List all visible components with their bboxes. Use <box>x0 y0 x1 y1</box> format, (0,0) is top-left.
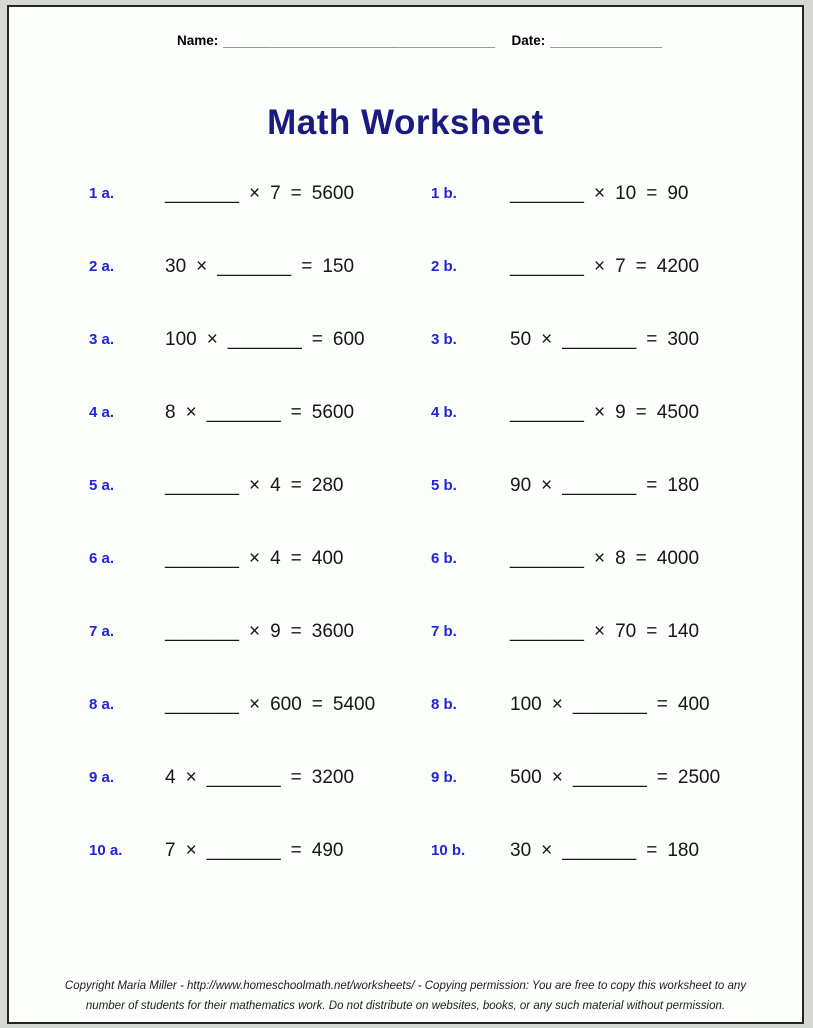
equation-expression <box>510 256 802 278</box>
equation-expression <box>165 840 431 862</box>
problem-number-label: 7 a. <box>89 623 115 640</box>
number-token: 490 <box>311 839 344 861</box>
number-token: 3200 <box>311 766 355 788</box>
problem-number-label: 3 b. <box>431 331 457 348</box>
number-token: 5600 <box>311 182 355 204</box>
equation-expression <box>510 621 802 643</box>
equation-expression <box>165 694 431 716</box>
number-token: 3600 <box>311 620 355 642</box>
multiplication-sign: × <box>593 620 606 642</box>
answer-blank: _______ <box>206 839 281 861</box>
answer-blank: _______ <box>510 547 584 569</box>
answer-blank: _______ <box>217 255 292 277</box>
number-token: 4200 <box>656 255 700 277</box>
footer-line-2: number of students for their mathematics work. Do not distribute on websites, books, or any such material without permission. <box>85 1000 726 1013</box>
number-token: 90 <box>667 182 689 204</box>
problem-row <box>9 449 802 522</box>
equals-sign: = <box>290 401 302 423</box>
problem-number-label: 7 b. <box>431 623 457 640</box>
number-token: 4 <box>165 766 176 788</box>
answer-blank: _______ <box>562 839 637 861</box>
equals-sign: = <box>646 328 658 350</box>
problem-number-label: 5 b. <box>431 477 457 494</box>
problem-row <box>9 595 802 668</box>
problem-row <box>9 230 802 303</box>
number-token: 600 <box>270 693 302 715</box>
number-token: 400 <box>311 547 344 569</box>
answer-blank: _______ <box>510 182 584 204</box>
problems-list <box>9 157 802 887</box>
number-token: 180 <box>667 839 700 861</box>
multiplication-sign: × <box>196 255 208 277</box>
worksheet-page <box>7 5 804 1024</box>
answer-blank: _______ <box>206 766 281 788</box>
name-label: Name: <box>177 33 219 48</box>
number-token: 180 <box>667 474 700 496</box>
date-group <box>512 33 663 48</box>
number-token: 8 <box>165 401 176 423</box>
problem-row <box>9 522 802 595</box>
number-token: 30 <box>165 255 187 277</box>
problem-number-label: 3 a. <box>89 331 115 348</box>
number-token: 7 <box>270 182 281 204</box>
equals-sign: = <box>646 182 658 204</box>
number-token: 100 <box>510 693 542 715</box>
number-token: 4 <box>270 547 281 569</box>
equals-sign: = <box>290 620 302 642</box>
equation-expression <box>165 475 431 497</box>
equation-expression <box>165 767 431 789</box>
number-token: 7 <box>615 255 626 277</box>
equation-expression <box>510 183 802 205</box>
number-token: 30 <box>510 839 532 861</box>
equation-expression <box>510 475 802 497</box>
number-token: 7 <box>165 839 176 861</box>
equals-sign: = <box>656 766 668 788</box>
answer-blank: _______ <box>227 328 302 350</box>
equation-expression <box>165 183 431 205</box>
name-blank-line: __________________________________ <box>223 33 496 48</box>
equation-expression <box>510 329 802 351</box>
multiplication-sign: × <box>248 182 261 204</box>
answer-blank: _______ <box>165 620 239 642</box>
equation-expression <box>165 402 431 424</box>
footer-copyright <box>9 977 802 1017</box>
answer-blank: _______ <box>572 693 647 715</box>
date-label: Date: <box>511 33 546 48</box>
number-token: 100 <box>165 328 197 350</box>
header <box>9 7 802 48</box>
equals-sign: = <box>311 693 323 715</box>
problem-number-label: 10 a. <box>89 842 123 859</box>
number-token: 500 <box>510 766 542 788</box>
problem-number-label: 4 a. <box>89 404 115 421</box>
equation-expression <box>165 256 431 278</box>
multiplication-sign: × <box>206 328 218 350</box>
number-token: 600 <box>332 328 365 350</box>
multiplication-sign: × <box>593 401 606 423</box>
number-token: 5400 <box>332 693 376 715</box>
footer-line-1: Copyright Maria Miller - http://www.homeschoolmath.net/worksheets/ - Copying permission: You are free to copy this worksheet to any <box>64 980 747 993</box>
equals-sign: = <box>290 182 302 204</box>
number-token: 280 <box>311 474 344 496</box>
multiplication-sign: × <box>541 474 553 496</box>
equation-expression <box>510 548 802 570</box>
equals-sign: = <box>311 328 323 350</box>
multiplication-sign: × <box>593 255 606 277</box>
number-token: 150 <box>322 255 355 277</box>
number-token: 9 <box>615 401 626 423</box>
number-token: 2500 <box>677 766 721 788</box>
problem-number-label: 6 a. <box>89 550 115 567</box>
answer-blank: _______ <box>165 693 239 715</box>
equation-expression <box>510 767 802 789</box>
answer-blank: _______ <box>165 547 239 569</box>
problem-row <box>9 157 802 230</box>
number-token: 50 <box>510 328 532 350</box>
problem-number-label: 4 b. <box>431 404 457 421</box>
number-token: 70 <box>615 620 637 642</box>
multiplication-sign: × <box>593 182 606 204</box>
problem-number-label: 8 a. <box>89 696 115 713</box>
number-token: 90 <box>510 474 532 496</box>
problem-number-label: 2 b. <box>431 258 457 275</box>
equation-expression <box>510 694 802 716</box>
multiplication-sign: × <box>185 839 197 861</box>
equals-sign: = <box>635 401 647 423</box>
answer-blank: _______ <box>562 328 637 350</box>
problem-number-label: 2 a. <box>89 258 115 275</box>
answer-blank: _______ <box>206 401 281 423</box>
number-token: 400 <box>677 693 710 715</box>
equation-expression <box>165 621 431 643</box>
answer-blank: _______ <box>510 620 584 642</box>
answer-blank: _______ <box>510 255 584 277</box>
problem-row <box>9 741 802 814</box>
problem-row <box>9 303 802 376</box>
page-title: Math Worksheet <box>267 103 544 142</box>
date-blank-line: ______________ <box>550 33 663 48</box>
problem-number-label: 1 a. <box>89 185 115 202</box>
equals-sign: = <box>290 839 302 861</box>
problem-row <box>9 376 802 449</box>
equation-expression <box>165 329 431 351</box>
equals-sign: = <box>656 693 668 715</box>
multiplication-sign: × <box>248 474 261 496</box>
multiplication-sign: × <box>185 401 197 423</box>
multiplication-sign: × <box>248 547 261 569</box>
equals-sign: = <box>290 547 302 569</box>
multiplication-sign: × <box>541 839 553 861</box>
answer-blank: _______ <box>165 182 239 204</box>
equals-sign: = <box>646 474 658 496</box>
equals-sign: = <box>635 255 647 277</box>
equals-sign: = <box>301 255 313 277</box>
equation-expression <box>510 402 802 424</box>
number-token: 4 <box>270 474 281 496</box>
answer-blank: _______ <box>165 474 239 496</box>
equals-sign: = <box>290 766 302 788</box>
answer-blank: _______ <box>562 474 637 496</box>
answer-blank: _______ <box>510 401 584 423</box>
multiplication-sign: × <box>248 693 261 715</box>
equals-sign: = <box>646 839 658 861</box>
number-token: 9 <box>270 620 281 642</box>
number-token: 5600 <box>311 401 355 423</box>
problem-number-label: 9 a. <box>89 769 115 786</box>
problem-number-label: 8 b. <box>431 696 457 713</box>
multiplication-sign: × <box>593 547 606 569</box>
answer-blank: _______ <box>572 766 647 788</box>
number-token: 4500 <box>656 401 700 423</box>
multiplication-sign: × <box>185 766 197 788</box>
multiplication-sign: × <box>541 328 553 350</box>
multiplication-sign: × <box>551 693 563 715</box>
equals-sign: = <box>635 547 647 569</box>
number-token: 10 <box>615 182 637 204</box>
equals-sign: = <box>646 620 658 642</box>
number-token: 300 <box>667 328 700 350</box>
number-token: 140 <box>667 620 700 642</box>
problem-number-label: 1 b. <box>431 185 457 202</box>
problem-row <box>9 668 802 741</box>
equation-expression <box>510 840 802 862</box>
problem-number-label: 5 a. <box>89 477 115 494</box>
equation-expression <box>165 548 431 570</box>
problem-number-label: 10 b. <box>431 842 466 859</box>
multiplication-sign: × <box>248 620 261 642</box>
problem-number-label: 6 b. <box>431 550 457 567</box>
equals-sign: = <box>290 474 302 496</box>
number-token: 4000 <box>656 547 700 569</box>
problem-number-label: 9 b. <box>431 769 457 786</box>
problem-row <box>9 814 802 887</box>
number-token: 8 <box>615 547 626 569</box>
multiplication-sign: × <box>551 766 563 788</box>
